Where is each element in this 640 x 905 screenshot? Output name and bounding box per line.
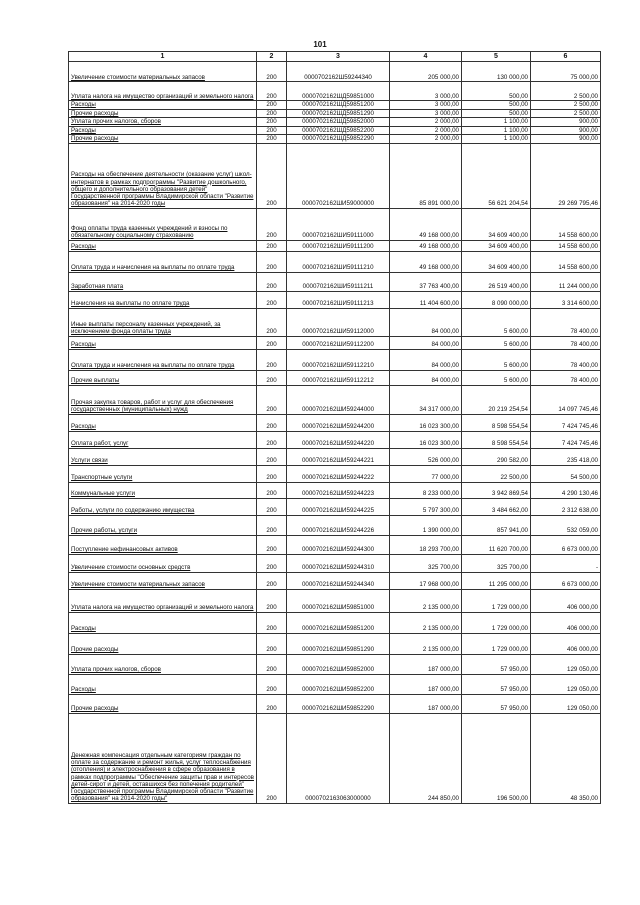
row-name-cell: Прочие расходы [69,694,257,713]
column-header: 5 [462,52,531,62]
row-code-cell: 200 [257,135,287,144]
row-kbk-cell: 0000702162ШИ59851000 [287,589,390,612]
row-approved-amount-cell: 1 390 000,00 [390,515,462,535]
row-approved-amount-cell: 2 000,00 [390,118,462,127]
row-unexecuted-amount-cell: 406 000,00 [531,633,601,654]
row-code-cell: 200 [257,535,287,554]
row-kbk-cell: 0000702162ШИ59244340 [287,572,390,589]
table-row [69,101,601,110]
row-kbk-cell: 0000702162ШИ59244220 [287,431,390,448]
table-row [69,349,601,370]
row-approved-amount-cell: 244 850,00 [390,713,462,803]
row-executed-amount-cell: 1 729 000,00 [462,612,531,633]
row-kbk-cell: 0000702162ШИ59244223 [287,482,390,498]
row-unexecuted-amount-cell: 4 290 130,46 [531,482,601,498]
row-kbk-cell: 0000702162ШИ59111213 [287,291,390,308]
row-approved-amount-cell: 187 000,00 [390,694,462,713]
row-unexecuted-amount-cell: 75 000,00 [531,62,601,82]
row-approved-amount-cell: 2 000,00 [390,135,462,144]
row-code-cell: 200 [257,308,287,336]
row-unexecuted-amount-cell: 6 673 000,00 [531,572,601,589]
row-code-cell: 200 [257,251,287,272]
row-name-cell: Увеличение стоимости материальных запасов [69,62,257,82]
row-code-cell: 200 [257,674,287,694]
row-code-cell: 200 [257,208,287,240]
row-code-cell: 200 [257,414,287,431]
row-name-cell: Оплата работ, услуг [69,431,257,448]
row-kbk-cell: 0000702162ШД59851000 [287,82,390,101]
row-executed-amount-cell: 11 620 700,00 [462,535,531,554]
row-kbk-cell: 0000702162ШИ59112212 [287,370,390,385]
row-executed-amount-cell: 8 598 554,54 [462,414,531,431]
row-kbk-cell: 0000702162ШИ59852290 [287,694,390,713]
row-approved-amount-cell: 84 000,00 [390,308,462,336]
row-approved-amount-cell: 84 000,00 [390,370,462,385]
row-name-cell: Денежная компенсация отдельным категориям граждан по оплате за содержание и ремонт жилья, услуг теплоснабжения (отопления) и электроснабжения в сфере образования в рамках подпрограммы "Обеспечение защиты прав и интересов детей-сирот и детей, оставшихся без попечения родителей" Государственной программы Владимирской области "Развитие образования" на 2014-2020 годы" [69,713,257,803]
row-executed-amount-cell: 500,00 [462,109,531,118]
row-approved-amount-cell: 49 168 000,00 [390,240,462,251]
row-executed-amount-cell: 1 100,00 [462,126,531,135]
row-kbk-cell: 0000702162ШИ59244200 [287,414,390,431]
row-name-cell: Расходы [69,674,257,694]
row-unexecuted-amount-cell: 129 050,00 [531,654,601,674]
row-name-cell: Прочие выплаты [69,370,257,385]
row-kbk-cell: 0000702162ШИ59000000 [287,143,390,208]
row-name-cell: Увеличение стоимости материальных запасов [69,572,257,589]
row-approved-amount-cell: 84 000,00 [390,336,462,349]
row-kbk-cell: 0000702162ШИ59111211 [287,272,390,291]
table-row [69,431,601,448]
page-number: 101 [313,40,327,49]
row-unexecuted-amount-cell: 3 314 600,00 [531,291,601,308]
row-approved-amount-cell: 17 968 000,00 [390,572,462,589]
row-approved-amount-cell: 3 000,00 [390,109,462,118]
row-name-cell: Расходы на обеспечение деятельности (оказание услуг) школ-интернатов в рамках подпрограммы "Развитие дошкольного, общего и дополнительного образования детей" Государственной программы Владимирской области "Развитие образования" на 2014-2020 годы [69,143,257,208]
table-row [69,272,601,291]
row-unexecuted-amount-cell: 2 500,00 [531,101,601,110]
row-approved-amount-cell: 2 135 000,00 [390,612,462,633]
row-executed-amount-cell: 34 609 400,00 [462,240,531,251]
row-name-cell: Уплата налога на имущество организаций и земельного налога [69,589,257,612]
row-kbk-cell: 0000702162ШИ59852200 [287,674,390,694]
table-row [69,109,601,118]
row-name-cell: Прочая закупка товаров, работ и услуг для обеспечения государственных (муниципальных) нужд [69,385,257,414]
row-executed-amount-cell: 500,00 [462,82,531,101]
row-executed-amount-cell: 34 609 400,00 [462,208,531,240]
row-code-cell: 200 [257,349,287,370]
row-unexecuted-amount-cell: 235 418,00 [531,448,601,465]
row-executed-amount-cell: 5 600,00 [462,370,531,385]
row-executed-amount-cell: 500,00 [462,101,531,110]
row-name-cell: Прочие работы, услуги [69,515,257,535]
column-header: 4 [390,52,462,62]
row-code-cell: 200 [257,482,287,498]
row-approved-amount-cell: 37 763 400,00 [390,272,462,291]
row-name-cell: Поступление нефинансовых активов [69,535,257,554]
table-row [69,515,601,535]
table-row [69,572,601,589]
row-executed-amount-cell: 130 000,00 [462,62,531,82]
table-row [69,414,601,431]
row-kbk-cell: 0000702162ШИ59111210 [287,251,390,272]
row-executed-amount-cell: 1 729 000,00 [462,633,531,654]
row-code-cell: 200 [257,240,287,251]
table-row [69,535,601,554]
table-row [69,143,601,208]
row-kbk-cell: 0000702162ШИ59112000 [287,308,390,336]
row-code-cell: 200 [257,126,287,135]
row-code-cell: 200 [257,589,287,612]
row-code-cell: 200 [257,465,287,482]
row-code-cell: 200 [257,431,287,448]
row-unexecuted-amount-cell: 54 500,00 [531,465,601,482]
table-row [69,654,601,674]
row-executed-amount-cell: 8 090 000,00 [462,291,531,308]
row-approved-amount-cell: 187 000,00 [390,654,462,674]
row-unexecuted-amount-cell: 78 400,00 [531,349,601,370]
row-approved-amount-cell: 8 233 000,00 [390,482,462,498]
table-row [69,633,601,654]
row-name-cell: Расходы [69,414,257,431]
row-unexecuted-amount-cell: 900,00 [531,135,601,144]
row-kbk-cell: 0000702162ШИ59851290 [287,633,390,654]
table-row [69,251,601,272]
row-executed-amount-cell: 5 600,00 [462,349,531,370]
row-kbk-cell: 0000702163063000000 [287,713,390,803]
row-unexecuted-amount-cell: 78 400,00 [531,308,601,336]
row-unexecuted-amount-cell: 11 244 000,00 [531,272,601,291]
row-executed-amount-cell: 57 950,00 [462,694,531,713]
row-executed-amount-cell: 290 582,00 [462,448,531,465]
row-code-cell: 200 [257,654,287,674]
row-executed-amount-cell: 22 500,00 [462,465,531,482]
row-executed-amount-cell: 3 942 869,54 [462,482,531,498]
row-code-cell: 200 [257,143,287,208]
row-kbk-cell: 0000702162ШИ59112200 [287,336,390,349]
row-unexecuted-amount-cell: 78 400,00 [531,370,601,385]
row-name-cell: Уплата прочих налогов, сборов [69,118,257,127]
row-unexecuted-amount-cell: - [531,554,601,572]
row-kbk-cell: 0000702162ШИ59244000 [287,385,390,414]
row-executed-amount-cell: 26 519 400,00 [462,272,531,291]
row-executed-amount-cell: 325 700,00 [462,554,531,572]
row-kbk-cell: 0000702162ШД59851200 [287,101,390,110]
table-row [69,291,601,308]
row-unexecuted-amount-cell: 900,00 [531,126,601,135]
row-code-cell: 200 [257,448,287,465]
table-row [69,126,601,135]
row-approved-amount-cell: 205 000,00 [390,62,462,82]
row-kbk-cell: 0000702162ШИ59112210 [287,349,390,370]
table-row [69,498,601,515]
row-approved-amount-cell: 5 797 300,00 [390,498,462,515]
row-name-cell: Услуги связи [69,448,257,465]
row-unexecuted-amount-cell: 29 269 795,46 [531,143,601,208]
row-unexecuted-amount-cell: 129 050,00 [531,674,601,694]
row-approved-amount-cell: 325 700,00 [390,554,462,572]
column-header: 6 [531,52,601,62]
row-kbk-cell: 0000702162ШД59852290 [287,135,390,144]
row-code-cell: 200 [257,336,287,349]
row-name-cell: Прочие расходы [69,109,257,118]
row-code-cell: 200 [257,118,287,127]
row-kbk-cell: 0000702162Ш59244340 [287,62,390,82]
row-approved-amount-cell: 49 168 000,00 [390,251,462,272]
row-executed-amount-cell: 20 219 254,54 [462,385,531,414]
row-unexecuted-amount-cell: 48 350,00 [531,713,601,803]
row-kbk-cell: 0000702162ШИ59244226 [287,515,390,535]
table-row [69,482,601,498]
row-kbk-cell: 0000702162ШИ59244222 [287,465,390,482]
table-row [69,62,601,82]
table-row [69,589,601,612]
row-code-cell: 200 [257,370,287,385]
row-approved-amount-cell: 11 404 600,00 [390,291,462,308]
row-name-cell: Коммунальные услуги [69,482,257,498]
row-name-cell: Расходы [69,101,257,110]
row-kbk-cell: 0000702162ШИ59852000 [287,654,390,674]
row-unexecuted-amount-cell: 6 673 000,00 [531,535,601,554]
row-approved-amount-cell: 77 000,00 [390,465,462,482]
row-name-cell: Заработная плата [69,272,257,291]
row-code-cell: 200 [257,694,287,713]
row-kbk-cell: 0000702162ШИ59244310 [287,554,390,572]
row-approved-amount-cell: 49 168 000,00 [390,208,462,240]
row-approved-amount-cell: 16 023 300,00 [390,431,462,448]
row-executed-amount-cell: 196 500,00 [462,713,531,803]
header-row [69,52,601,62]
row-name-cell: Иные выплаты персоналу казенных учреждений, за исключением фонда оплаты труда [69,308,257,336]
table-row [69,240,601,251]
row-unexecuted-amount-cell: 14 558 600,00 [531,240,601,251]
row-name-cell: Расходы [69,336,257,349]
row-unexecuted-amount-cell: 7 424 745,46 [531,431,601,448]
row-executed-amount-cell: 57 950,00 [462,654,531,674]
row-unexecuted-amount-cell: 14 558 600,00 [531,251,601,272]
row-kbk-cell: 0000702162ШД59851290 [287,109,390,118]
row-approved-amount-cell: 187 000,00 [390,674,462,694]
row-executed-amount-cell: 56 621 204,54 [462,143,531,208]
table-row [69,448,601,465]
row-unexecuted-amount-cell: 2 500,00 [531,109,601,118]
row-code-cell: 200 [257,385,287,414]
row-unexecuted-amount-cell: 14 558 600,00 [531,208,601,240]
row-unexecuted-amount-cell: 7 424 745,46 [531,414,601,431]
row-executed-amount-cell: 5 600,00 [462,308,531,336]
row-code-cell: 200 [257,272,287,291]
row-unexecuted-amount-cell: 2 500,00 [531,82,601,101]
row-executed-amount-cell: 11 295 000,00 [462,572,531,589]
row-executed-amount-cell: 1 100,00 [462,118,531,127]
row-kbk-cell: 0000702162ШД59852000 [287,118,390,127]
row-approved-amount-cell: 2 000,00 [390,126,462,135]
row-code-cell: 200 [257,291,287,308]
table-row [69,385,601,414]
row-code-cell: 200 [257,554,287,572]
row-name-cell: Уплата прочих налогов, сборов [69,654,257,674]
row-kbk-cell: 0000702162ШИ59111000 [287,208,390,240]
row-unexecuted-amount-cell: 900,00 [531,118,601,127]
row-approved-amount-cell: 3 000,00 [390,82,462,101]
table-row [69,612,601,633]
row-unexecuted-amount-cell: 14 097 745,46 [531,385,601,414]
table-row [69,208,601,240]
row-code-cell: 200 [257,109,287,118]
row-code-cell: 200 [257,515,287,535]
table-row [69,135,601,144]
row-unexecuted-amount-cell: 406 000,00 [531,589,601,612]
column-header: 3 [287,52,390,62]
row-name-cell: Транспортные услуги [69,465,257,482]
row-approved-amount-cell: 18 293 700,00 [390,535,462,554]
table-row [69,370,601,385]
row-unexecuted-amount-cell: 406 000,00 [531,612,601,633]
budget-table [68,51,601,804]
row-executed-amount-cell: 1 729 000,00 [462,589,531,612]
row-executed-amount-cell: 57 950,00 [462,674,531,694]
row-code-cell: 200 [257,633,287,654]
table-row [69,694,601,713]
row-name-cell: Оплата труда и начисления на выплаты по оплате труда [69,251,257,272]
row-executed-amount-cell: 1 100,00 [462,135,531,144]
row-code-cell: 200 [257,572,287,589]
table-row [69,674,601,694]
row-kbk-cell: 0000702162ШИ59851200 [287,612,390,633]
row-code-cell: 200 [257,82,287,101]
row-approved-amount-cell: 526 000,00 [390,448,462,465]
row-approved-amount-cell: 2 135 000,00 [390,589,462,612]
row-kbk-cell: 0000702162ШИ59244300 [287,535,390,554]
row-name-cell: Расходы [69,612,257,633]
table-row [69,465,601,482]
row-approved-amount-cell: 84 000,00 [390,349,462,370]
row-executed-amount-cell: 8 598 554,54 [462,431,531,448]
row-kbk-cell: 0000702162ШИ59244225 [287,498,390,515]
row-executed-amount-cell: 3 484 662,00 [462,498,531,515]
table-row [69,308,601,336]
row-unexecuted-amount-cell: 78 400,00 [531,336,601,349]
row-approved-amount-cell: 85 891 000,00 [390,143,462,208]
row-name-cell: Работы, услуги по содержанию имущества [69,498,257,515]
row-name-cell: Уплата налога на имущество организаций и земельного налога [69,82,257,101]
table-row [69,554,601,572]
column-header: 2 [257,52,287,62]
row-name-cell: Прочие расходы [69,633,257,654]
row-kbk-cell: 0000702162ШИ59244221 [287,448,390,465]
row-name-cell: Расходы [69,240,257,251]
row-name-cell: Фонд оплаты труда казенных учреждений и взносы по обязательному социальному страхованию [69,208,257,240]
table-row [69,336,601,349]
row-code-cell: 200 [257,101,287,110]
row-name-cell: Начисления на выплаты по оплате труда [69,291,257,308]
row-name-cell: Оплата труда и начисления на выплаты по оплате труда [69,349,257,370]
row-kbk-cell: 0000702162ШИ59111200 [287,240,390,251]
row-executed-amount-cell: 5 600,00 [462,336,531,349]
row-name-cell: Прочие расходы [69,135,257,144]
row-approved-amount-cell: 16 023 300,00 [390,414,462,431]
row-name-cell: Увеличение стоимости основных средств [69,554,257,572]
row-unexecuted-amount-cell: 532 059,00 [531,515,601,535]
row-code-cell: 200 [257,498,287,515]
row-executed-amount-cell: 34 609 400,00 [462,251,531,272]
table-row [69,118,601,127]
row-approved-amount-cell: 34 317 000,00 [390,385,462,414]
row-name-cell: Расходы [69,126,257,135]
row-kbk-cell: 0000702162ШД59852200 [287,126,390,135]
table-row [69,713,601,803]
column-header: 1 [69,52,257,62]
row-unexecuted-amount-cell: 2 312 638,00 [531,498,601,515]
row-approved-amount-cell: 2 135 000,00 [390,633,462,654]
row-code-cell: 200 [257,612,287,633]
table-row [69,82,601,101]
row-approved-amount-cell: 3 000,00 [390,101,462,110]
row-code-cell: 200 [257,62,287,82]
row-code-cell: 200 [257,713,287,803]
row-unexecuted-amount-cell: 129 050,00 [531,694,601,713]
row-executed-amount-cell: 857 941,00 [462,515,531,535]
